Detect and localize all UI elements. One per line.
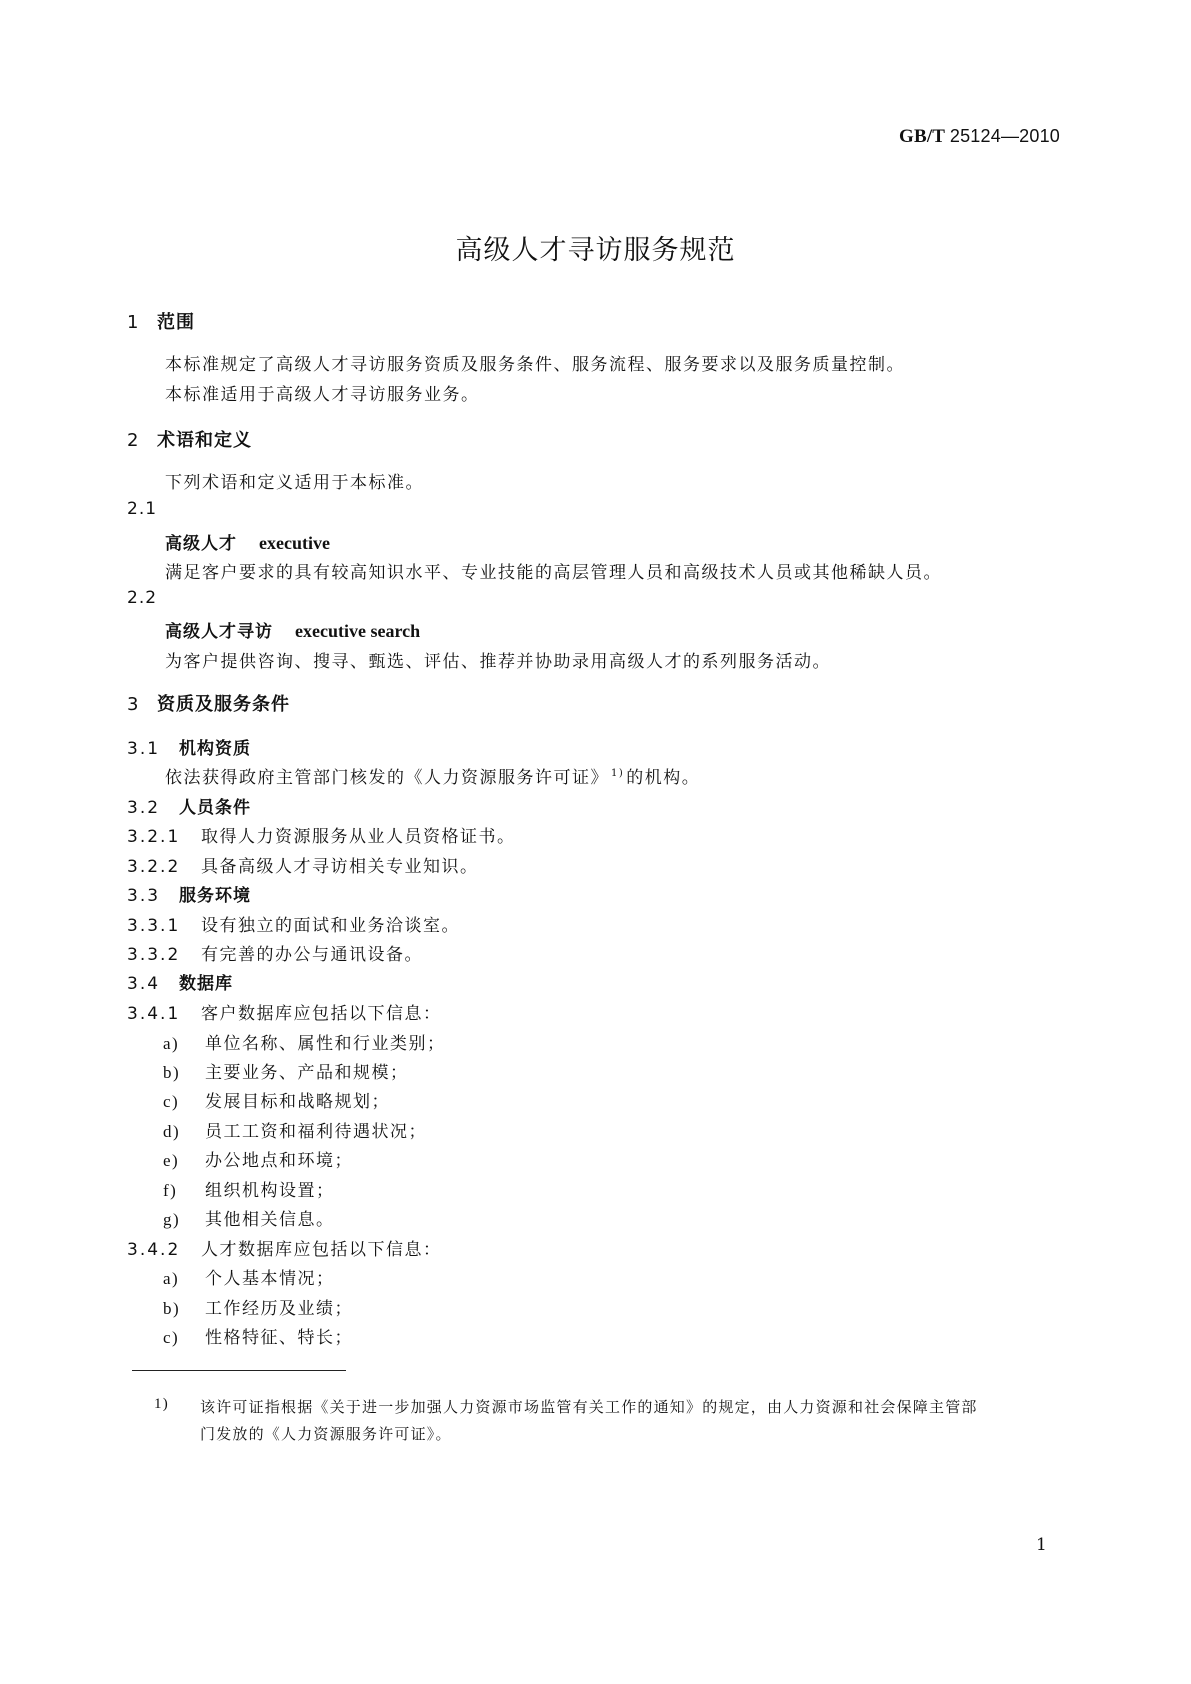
clause [127,940,423,965]
term-entry [165,617,420,642]
list-text: 其他相关信息。 [205,1210,335,1230]
paragraph: 本标准适用于高级人才寻访服务业务。 [165,385,480,405]
section-3-heading [127,690,290,716]
list-text: 办公地点和环境； [205,1151,353,1171]
list-text: 工作经历及业绩； [205,1299,353,1319]
term-definition: 满足客户要求的具有较高知识水平、专业技能的高层管理人员和高级技术人员或其他稀缺人员。 [165,563,942,583]
page-number: 1 [1036,1535,1047,1555]
subsection-3-3-heading [127,881,251,906]
section-1-heading [127,308,195,334]
section-title: 范围 [157,312,195,333]
clause-text: 有完善的办公与通讯设备。 [201,945,423,965]
list-marker: f) [163,1181,178,1200]
list-item [163,1029,446,1054]
paragraph [165,763,700,788]
term-chinese: 高级人才 [165,534,237,554]
clause-number: 3.4.2 [127,1240,181,1260]
subsection-title: 服务环境 [179,886,251,906]
text: 依法获得政府主管部门核发的《人力资源服务许可证》 [165,768,609,788]
clause-text: 人才数据库应包括以下信息： [201,1240,442,1260]
term-number: 2.1 [127,499,158,519]
list-item [163,1058,409,1083]
list-item [163,1323,353,1348]
list-marker: b) [163,1299,181,1318]
list-item [163,1087,390,1112]
term-english: executive [259,533,330,553]
list-marker: d) [163,1122,181,1141]
list-marker: b) [163,1063,181,1082]
clause [127,911,460,936]
list-text: 发展目标和战略规划； [205,1092,390,1112]
list-item [163,1205,335,1230]
list-text: 性格特征、特长； [205,1328,353,1348]
section-title: 资质及服务条件 [157,694,290,715]
section-number: 1 [127,312,140,333]
subsection-number: 3.4 [127,974,161,994]
list-item [163,1264,335,1289]
term-definition: 为客户提供咨询、搜寻、甄选、评估、推荐并协助录用高级人才的系列服务活动。 [165,652,831,672]
standard-code [0,126,1060,148]
list-marker: e) [163,1151,180,1170]
clause-number: 3.2.1 [127,827,181,847]
subsection-number: 3.1 [127,739,161,759]
footnote-reference[interactable]: 1) [611,768,625,780]
clause-number: 3.2.2 [127,857,181,877]
subsection-title: 数据库 [179,974,233,994]
list-marker: c) [163,1092,180,1111]
document-title: 高级人才寻访服务规范 [455,235,736,266]
clause-number: 3.3.2 [127,945,181,965]
standard-number: 25124—2010 [949,126,1060,146]
subsection-number: 3.2 [127,798,161,818]
list-marker: a) [163,1034,180,1053]
clause [127,1235,442,1260]
clause-number: 3.4.1 [127,1004,181,1024]
clause-text: 客户数据库应包括以下信息： [201,1004,442,1024]
clause [127,999,442,1024]
term-number: 2.2 [127,588,158,608]
section-2-heading [127,426,252,452]
list-text: 组织机构设置； [205,1181,335,1201]
clause [127,852,479,877]
subsection-title: 人员条件 [179,798,251,818]
footnote-continuation: 门发放的《人力资源服务许可证》。 [200,1425,452,1443]
section-number: 3 [127,694,140,715]
paragraph: 下列术语和定义适用于本标准。 [165,473,424,493]
list-marker: g) [163,1210,181,1229]
term-entry [165,529,330,554]
list-marker: a) [163,1269,180,1288]
paragraph: 本标准规定了高级人才寻访服务资质及服务条件、服务流程、服务要求以及服务质量控制。 [165,355,905,375]
term-chinese: 高级人才寻访 [165,622,273,642]
section-title: 术语和定义 [157,430,252,451]
section-number: 2 [127,430,140,451]
list-item [163,1176,335,1201]
term-english: executive search [295,621,421,641]
footnote [154,1396,978,1417]
list-item [163,1117,427,1142]
clause-number: 3.3.1 [127,916,181,936]
footnote-line: 该许可证指根据《关于进一步加强人力资源市场监管有关工作的通知》的规定，由人力资源和社会保障主管部 [200,1398,978,1416]
clause-text: 具备高级人才寻访相关专业知识。 [201,857,479,877]
list-text: 主要业务、产品和规模； [205,1063,409,1083]
subsection-title: 机构资质 [179,739,251,759]
text: 的机构。 [626,768,701,788]
clause-text: 设有独立的面试和业务洽谈室。 [201,916,460,936]
list-text: 员工工资和福利待遇状况； [205,1122,427,1142]
list-item [163,1294,353,1319]
list-marker: c) [163,1328,180,1347]
list-item [163,1146,353,1171]
list-text: 个人基本情况； [205,1269,335,1289]
footnote-separator [132,1370,346,1371]
subsection-3-4-heading [127,969,233,994]
subsection-3-1-heading [127,734,251,759]
subsection-3-2-heading [127,793,251,818]
subsection-number: 3.3 [127,886,161,906]
clause-text: 取得人力资源服务从业人员资格证书。 [201,827,516,847]
standard-prefix: GB/T [898,126,946,147]
clause [127,822,516,847]
list-text: 单位名称、属性和行业类别； [205,1034,446,1054]
footnote-marker: 1) [154,1396,169,1412]
